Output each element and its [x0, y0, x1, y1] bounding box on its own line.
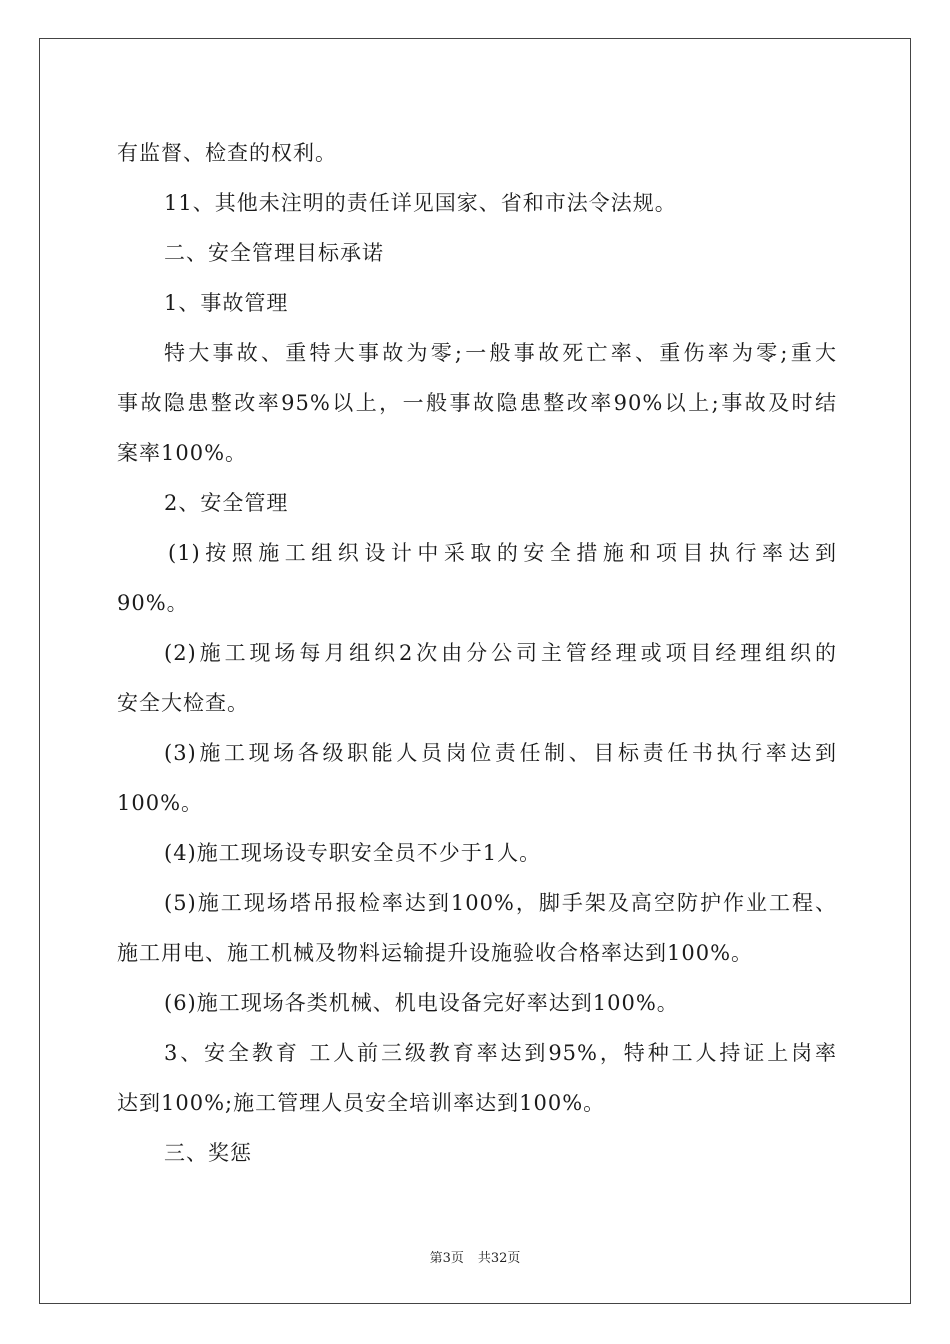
document-body — [117, 128, 837, 1178]
section-heading: 二、安全管理目标承诺 — [164, 241, 384, 265]
paragraph-line: 特大事故、重特大事故为零;一般事故死亡率、重伤率为零;重大 — [164, 341, 837, 365]
paragraph-line: (6)施工现场各类机械、机电设备完好率达到100%。 — [164, 991, 679, 1015]
subsection-heading: 2、安全管理 — [164, 491, 289, 515]
subsection-heading: 1、事故管理 — [164, 291, 289, 315]
paragraph-line: 3、安全教育 工人前三级教育率达到95%，特种工人持证上岗率 — [164, 1041, 837, 1065]
paragraph-line: 事故隐患整改率95%以上，一般事故隐患整改率90%以上;事故及时结 — [117, 391, 837, 415]
paragraph-line: (5)施工现场塔吊报检率达到100%，脚手架及高空防护作业工程、 — [164, 891, 837, 915]
page-number: 第3页 — [429, 1251, 464, 1266]
paragraph-line: (4)施工现场设专职安全员不少于1人。 — [164, 841, 542, 865]
paragraph-line: 施工用电、施工机械及物料运输提升设施验收合格率达到100%。 — [117, 941, 754, 965]
page-total: 共32页 — [477, 1251, 521, 1266]
paragraph-line: (3)施工现场各级职能人员岗位责任制、目标责任书执行率达到 — [164, 741, 837, 765]
paragraph-line: 案率100%。 — [117, 441, 248, 465]
page-footer — [0, 1247, 950, 1266]
paragraph-line: 100%。 — [117, 791, 204, 815]
paragraph-line: 90%。 — [117, 591, 189, 615]
section-heading: 三、奖惩 — [164, 1141, 252, 1165]
paragraph-line: (1)按照施工组织设计中采取的安全措施和项目执行率达到 — [168, 541, 837, 565]
paragraph-line: 有监督、检查的权利。 — [117, 141, 337, 165]
paragraph-line: 达到100%;施工管理人员安全培训率达到100%。 — [117, 1091, 606, 1115]
paragraph-line: 安全大检查。 — [117, 691, 249, 715]
paragraph-line: 11、其他未注明的责任详见国家、省和市法令法规。 — [164, 191, 677, 215]
paragraph-line: (2)施工现场每月组织2次由分公司主管经理或项目经理组织的 — [164, 641, 837, 665]
